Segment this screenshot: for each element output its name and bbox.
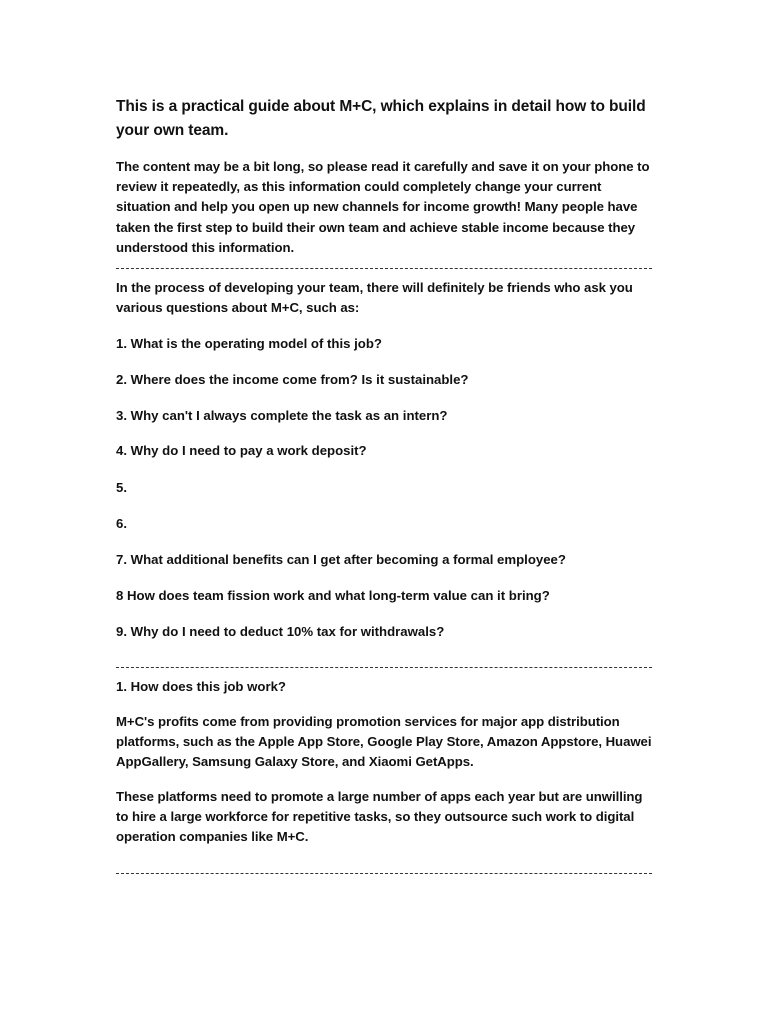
question-item: 8 How does team fission work and what long-term value can it bring? [116,588,550,603]
question-item: 3. Why can't I always complete the task as an intern? [116,408,448,423]
question-item: 7. What additional benefits can I get after becoming a formal employee? [116,552,566,567]
dashed-divider [116,667,652,668]
intro-paragraph: The content may be a bit long, so please read it carefully and save it on your phone to review it repeatedly, as this information could completely change your current situation and help you open up new channels for income growth! Many people have taken the first step to build their own team and achieve stable income because they understood this information. [116,159,650,255]
questions-intro-paragraph: In the process of developing your team, there will definitely be friends who ask you various questions about M+C, such as: [116,280,633,316]
document-title: This is a practical guide about M+C, which explains in detail how to build your own team. [116,98,646,139]
dashed-divider [116,873,652,874]
question-item: 2. Where does the income come from? Is it sustainable? [116,372,469,387]
dashed-divider [116,268,652,269]
question-item: 4. Why do I need to pay a work deposit? [116,443,367,458]
section-paragraph: These platforms need to promote a large number of apps each year but are unwilling to hire a large workforce for repetitive tasks, so they outsource such work to digital operation companies like M+C. [116,789,643,845]
question-item: 5. [116,480,127,495]
question-item: 6. [116,516,127,531]
section-paragraph: M+C's profits come from providing promotion services for major app distribution platforms, such as the Apple App Store, Google Play Store, Amazon Appstore, Huawei AppGallery, Samsung Galaxy Store, and Xiaomi GetApps. [116,714,652,770]
question-item: 1. What is the operating model of this job? [116,336,382,351]
question-item: 9. Why do I need to deduct 10% tax for withdrawals? [116,624,445,639]
section-heading: 1. How does this job work? [116,679,286,694]
